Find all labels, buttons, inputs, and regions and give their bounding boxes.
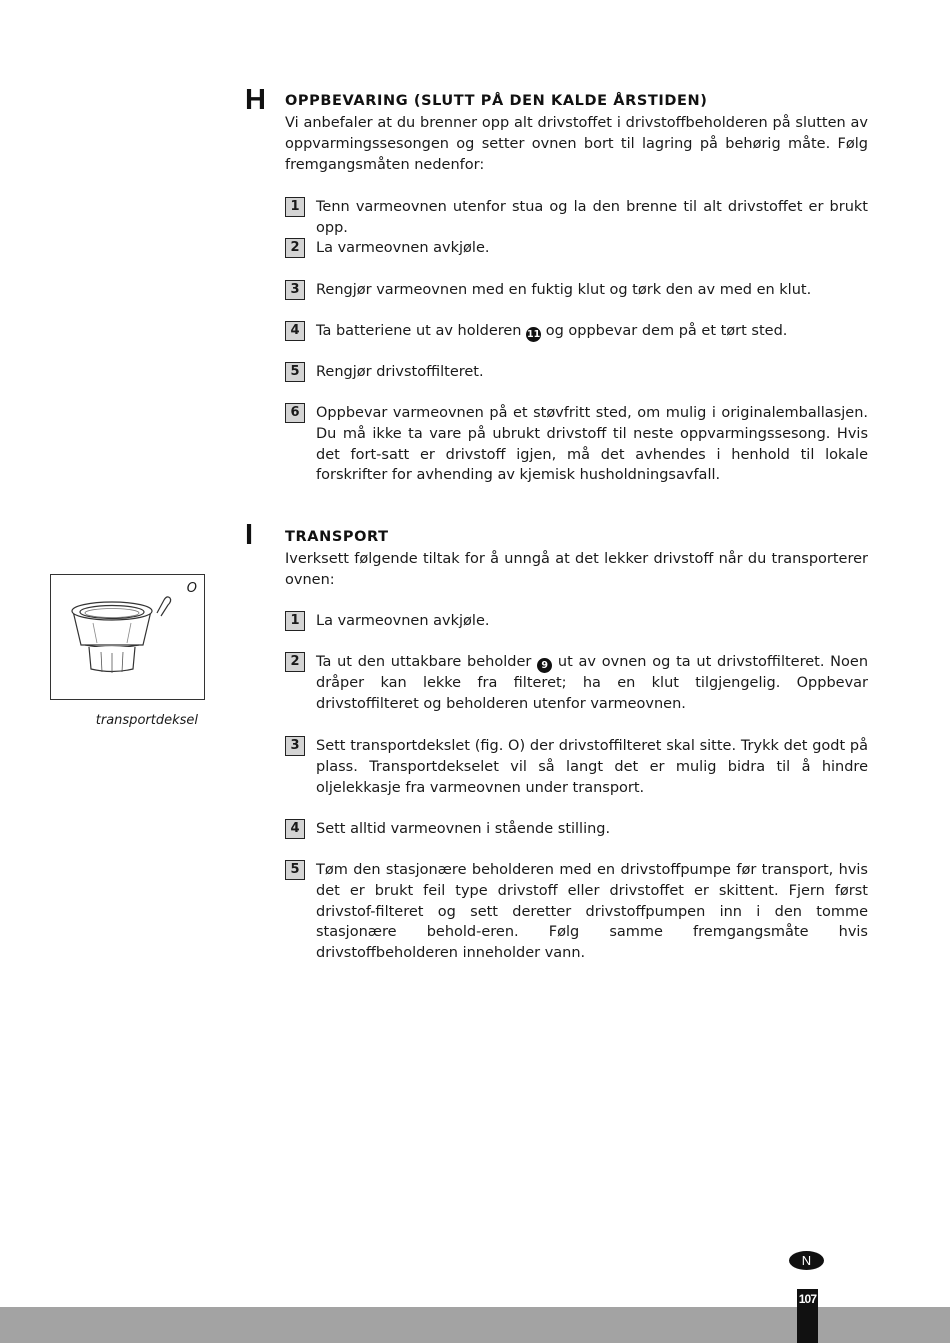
section-i-title: TRANSPORT — [285, 529, 389, 545]
step-text-part: Ta ut den uttakbare beholder — [316, 654, 532, 670]
section-i-step-3 — [285, 736, 868, 798]
step-text: Sett transportdekslet (fig. O) der drivstoffilteret skal sitte. Trykk det godt på plass. Transportdekselet vil så langt det er mulig bidra til å hindre oljelekkasje fra varmeovnen under transport. — [316, 738, 868, 796]
part-reference-badge: 9 — [537, 658, 552, 673]
step-number-badge: 2 — [285, 652, 305, 672]
section-i-step-2 — [285, 652, 868, 715]
figure-label: O — [186, 581, 197, 596]
step-number-badge: 4 — [285, 819, 305, 839]
section-h-step-3 — [285, 280, 868, 301]
step-number-badge: 2 — [285, 238, 305, 258]
step-number-badge: 3 — [285, 736, 305, 756]
step-text — [316, 321, 868, 342]
step-text: La varmeovnen avkjøle. — [316, 240, 490, 256]
step-number-badge: 5 — [285, 362, 305, 382]
step-text: Rengjør drivstoffilteret. — [316, 364, 484, 380]
step-text-part: ut av ovnen og ta ut drivstoffilteret. Noen dråper kan lekke fra filteret; ha en klut tilgjengelig. Oppbevar drivstoffilteret og beholderen utenfor varmeovnen. — [316, 654, 869, 712]
step-text: Sett alltid varmeovnen i stående stilling. — [316, 821, 611, 837]
section-h-step-4 — [285, 321, 868, 342]
section-h-step-1 — [285, 197, 868, 239]
section-h-title: OPPBEVARING (SLUTT PÅ DEN KALDE ÅRSTIDEN) — [285, 93, 708, 109]
section-i-intro: Iverksett følgende tiltak for å unngå at det lekker drivstoff når du transporterer ovnen: — [285, 551, 868, 588]
section-i-step-1 — [285, 611, 868, 632]
section-h-step-2 — [285, 238, 868, 259]
transport-cover-icon — [51, 575, 206, 701]
section-h-step-6 — [285, 403, 868, 486]
step-text: Tøm den stasjonære beholderen med en drivstoffpumpe før transport, hvis det er brukt feil type drivstoff eller drivstoffet er skittent. Fjern først drivstof-filteret og sett deretter drivstoffpumpen inn i den tomme stasjonære behold-eren. Følg samme fremgangsmåte hvis drivstoffbeholderen inneholder vann. — [316, 862, 868, 962]
section-h-letter: H — [245, 84, 266, 116]
section-h-intro: Vi anbefaler at du brenner opp alt drivstoffet i drivstoffbeholderen på slutten av oppvarmingssesongen og setter ovnen bort til lagring på behørig måte. Følg fremgangsmåten nedenfor: — [285, 115, 868, 173]
step-text-part: og oppbevar dem på et tørt sted. — [545, 323, 788, 339]
step-number-badge: 1 — [285, 611, 305, 631]
step-text: Oppbevar varmeovnen på et støvfritt sted, om mulig i originalemballasjen. Du må ikke ta vare på ubrukt drivstoff til neste oppvarmingssesong. Hvis det fort-satt er drivstoff igjen, må det avhendes i henhold til lokale forskrifter for avhending av kjemisk husholdningsavfall. — [316, 405, 868, 484]
part-reference-badge: 11 — [526, 329, 541, 340]
step-text: Tenn varmeovnen utenfor stua og la den brenne til alt drivstoffet er brukt opp. — [316, 199, 868, 236]
step-text: La varmeovnen avkjøle. — [316, 613, 490, 629]
figure-caption: transportdeksel — [95, 713, 198, 728]
step-number-badge: 1 — [285, 197, 305, 217]
section-i-letter: I — [245, 519, 254, 551]
step-number-badge: 6 — [285, 403, 305, 423]
step-text: Rengjør varmeovnen med en fuktig klut og tørk den av med en klut. — [316, 282, 812, 298]
language-badge: N — [789, 1251, 824, 1270]
step-text — [316, 652, 868, 715]
step-text-part: Ta batteriene ut av holderen — [316, 323, 522, 339]
section-i-step-5 — [285, 860, 868, 964]
section-h-step-5 — [285, 362, 868, 383]
figure-o-box — [50, 574, 205, 700]
step-number-badge: 4 — [285, 321, 305, 341]
step-number-badge: 3 — [285, 280, 305, 300]
step-number-badge: 5 — [285, 860, 305, 880]
page-number: 107 — [798, 1292, 817, 1306]
section-i-step-4 — [285, 819, 868, 840]
